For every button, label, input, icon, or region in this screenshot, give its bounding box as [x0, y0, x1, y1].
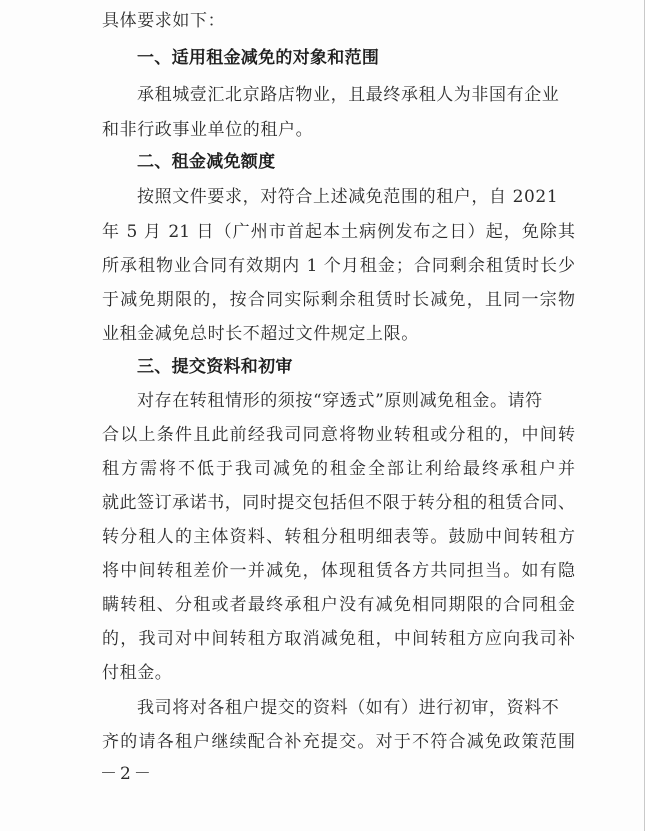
intro-text: 具体要求如下：	[102, 11, 226, 31]
section-3-paragraph-2-line-2: 齐的请各租户继续配合补充提交。对于不符合减免政策范围	[102, 732, 575, 752]
section-3-line-4: 就此签订承诺书，同时提交包括但不限于转分租的租赁合同、	[102, 493, 575, 513]
section-3-line-5: 转分租人的主体资料、转租分租明细表等。鼓励中间转租方	[102, 527, 575, 547]
page-number: －2－	[100, 764, 154, 784]
section-1-line-2: 和非行政事业单位的租户。	[102, 120, 314, 140]
section-3-line-6: 将中间转租差价一并减免，体现租赁各方共同担当。如有隐	[102, 561, 575, 581]
section-3-line-1: 对存在转租情形的须按“穿透式”原则减免租金。请符	[137, 391, 543, 411]
section-3-line-9: 付租金。	[102, 663, 173, 683]
section-1-heading: 一、适用租金减免的对象和范围	[137, 48, 380, 68]
section-3-line-8: 的，我司对中间转租方取消减免租，中间转租方应向我司补	[102, 629, 575, 649]
section-3-paragraph-2-line-1: 我司将对各租户提交的资料（如有）进行初审，资料不	[137, 698, 560, 718]
section-2-line-5: 业租金减免总时长不超过文件规定上限。	[102, 324, 419, 344]
section-3-line-7: 瞒转租、分租或者最终承租户没有减免相同期限的合同租金	[102, 595, 575, 615]
section-1-line-1: 承租城壹汇北京路店物业，且最终承租人为非国有企业	[137, 85, 560, 105]
section-3-line-2: 合以上条件且此前经我司同意将物业转租或分租的，中间转	[102, 425, 575, 445]
section-3-line-3: 租方需将不低于我司减免的租金全部让利给最终承租户并	[102, 459, 575, 479]
section-2-line-2: 年 5 月 21 日（广州市首起本土病例发布之日）起，免除其	[102, 222, 575, 242]
section-3-heading: 三、提交资料和初审	[137, 357, 293, 377]
section-2-line-3: 所承租物业合同有效期内 1 个月租金；合同剩余租赁时长少	[102, 256, 575, 276]
section-2-line-1: 按照文件要求，对符合上述减免范围的租户，自 2021	[137, 187, 559, 207]
section-2-heading: 二、租金减免额度	[137, 152, 276, 172]
section-2-line-4: 于减免期限的，按合同实际剩余租赁时长减免，且同一宗物	[102, 290, 575, 310]
